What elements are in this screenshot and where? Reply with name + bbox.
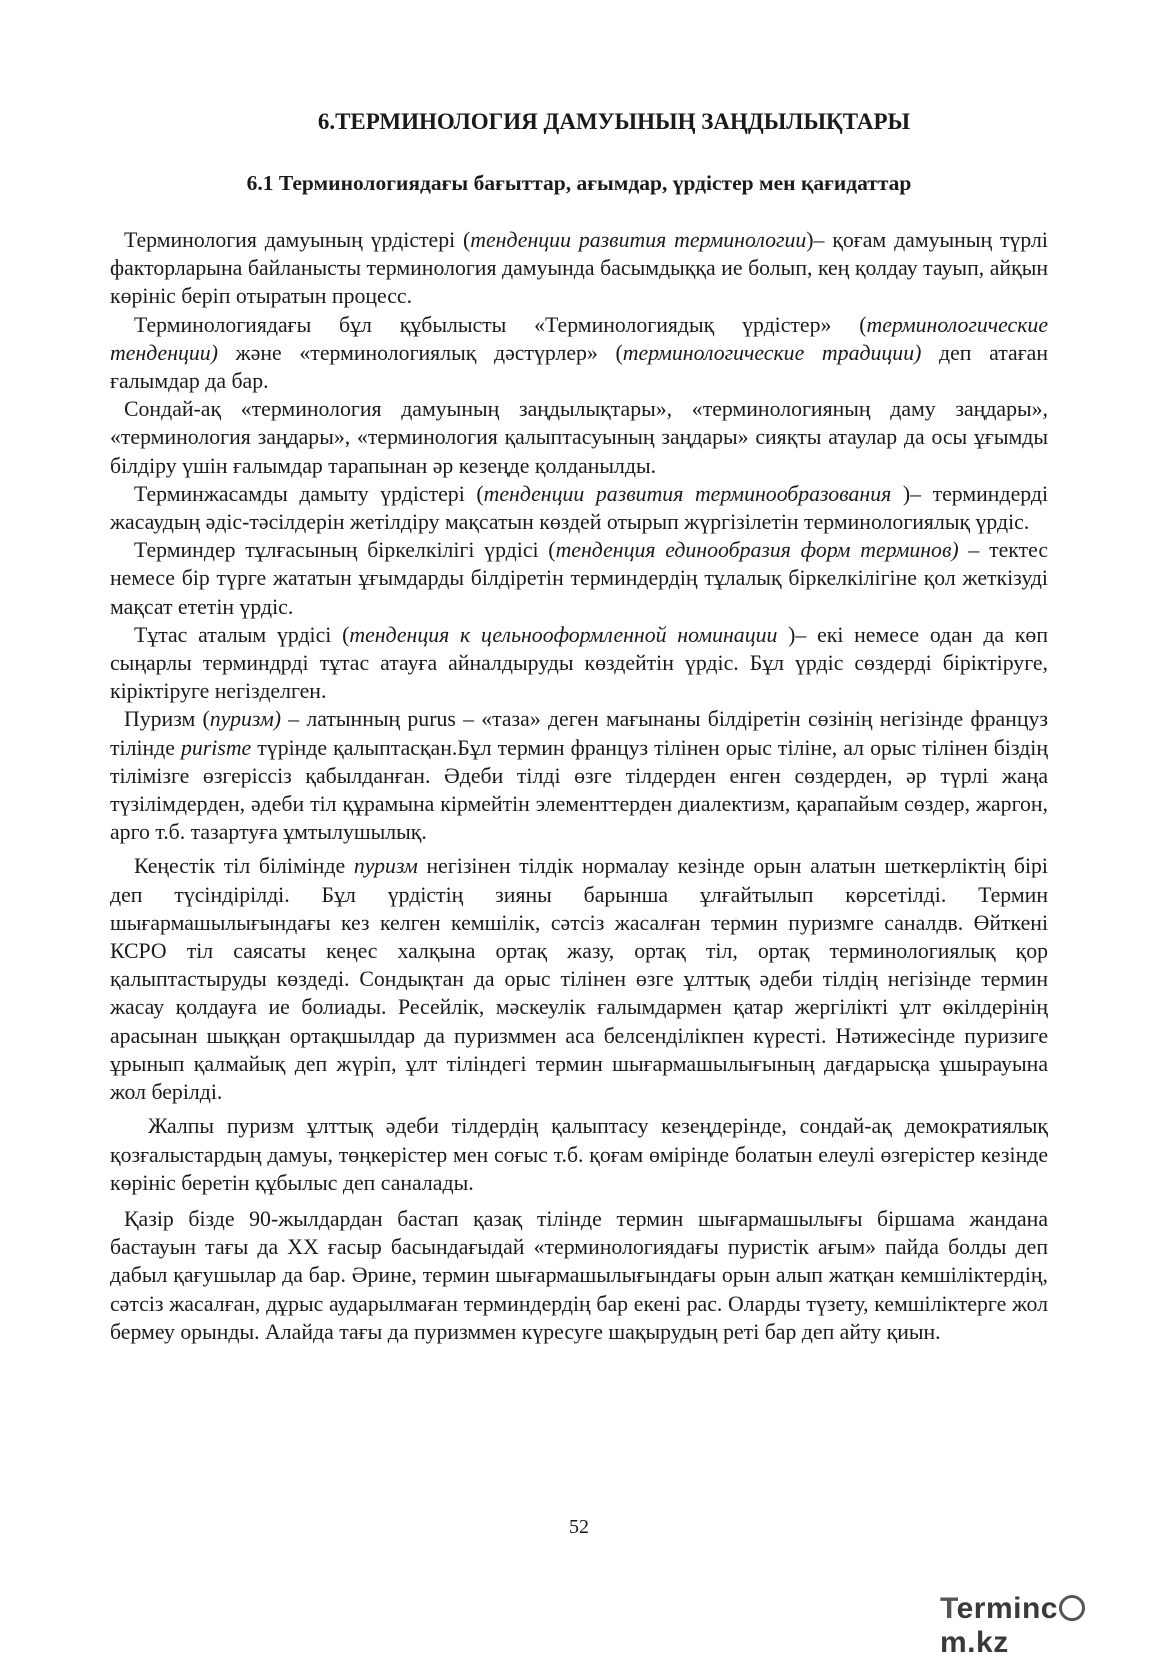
paragraph-9: Жалпы пуризм ұлттық әдеби тілдердің қалыптасу кезеңдерінде, сондай-ақ демократиялық қозғалыстардың дамуы, төңкерістер мен соғыс т.б. қоғам өмірінде болатын елеулі өзгерістер кезінде көрініс беретін құбылыс деп саналады.	[110, 1114, 1048, 1195]
paragraph-3: Сондай-ақ «терминология дамуының заңдылықтары», «терминологияның даму заңдары», «терминология заңдары», «терминология қалыптасуының заңдары» сияқты атаулар да осы ұғымды білдіру үшін ғалымдар тарапынан әр кезеңде қолданылды.	[110, 397, 1048, 478]
paragraph-7: Пуризм (пуризм) – латынның purus – «таза» деген мағынаны білдіретін сөзінің негізінде француз тілінде purisme түрінде қалыптасқан.Бұл термин француз тілінен орыс тіліне, ал орыс тілінен біздің тілімізге өзгеріссіз қабылданған. Әдеби тілді өзге тілдерден енген сөздерден, әр түрлі жаңа түзілімдерден, әдеби тіл құрамына кірмейтін элементтерден диалектизм, қарапайым сөздер, жаргон, арго т.б. тазартуға ұмтылушылық.	[110, 707, 1049, 845]
chapter-title: 6.ТЕРМИНОЛОГИЯ ДАМУЫНЫҢ ЗАҢДЫЛЫҚТАРЫ	[317, 109, 911, 134]
paragraph-8: Кеңестік тіл білімінде пуризм негізінен тілдік нормалау кезінде орын алатын шеткерліктің бірі деп түсіндірілді. Бұл үрдістің зияны барынша ұлғайтылып көрсетілді. Термин шығармашылығындағы кез келген кемшілік, сәтсіз жасалған термин пуризмге саналдв. Өйткені КСРО тіл саясаты кеңес халқына ортақ жазу, ортақ тіл, ортақ терминологиялық қор қалыптастыруды көздеді. Сондықтан да орыс тілінен өзге ұлттық әдеби тілдің негізінде термин жасау қолдауға ие болиады. Ресейлік, мәскеулік ғалымдармен қатар жергілікті ұлт өкілдерінің арасынан шыққан ортақшылдар да пуризммен аса белсенділікпен күресті. Нәтижесінде пуризиге ұрынып қалмайық деп жүріп, ұлт тіліндегі термин шығармашылығының дағдарысқа ұшырауына жол берілді.	[110, 854, 1048, 1105]
paragraph-2: Терминологиядағы бұл құбылысты «Терминологиядық үрдістер» (терминологические тенденции) және «терминологиялық дәстүрлер» (терминологические традиции) деп атаған ғалымдар да бар.	[110, 312, 1048, 394]
paragraph-5: Терминдер тұлғасының біркелкілігі үрдісі (тенденция единообразия форм терминов) – тектес немесе бір түрге жататын ұғымдарды білдіретін терминдердің тұлалық біркелкілігіне қол жеткізуді мақсат ететін үрдіс.	[110, 538, 1048, 619]
page-number: 52	[569, 1516, 589, 1538]
section-subtitle: 6.1 Терминологиядағы бағыттар, ағымдар, үрдістер мен қағидаттар	[246, 171, 912, 195]
body-text	[110, 226, 1048, 1346]
terminkom-watermark-logo: Termincm.kz	[940, 1592, 1140, 1632]
paragraph-1: Терминология дамуының үрдістері (тенденции развития терминологии)– қоғам дамуының түрлі факторларына байланысты терминология дамуында басымдыққа ие болып, кең қолдау тауып, айқын көрініс беріп отыратын процесс.	[110, 228, 1048, 309]
paragraph-4: Терминжасамды дамыту үрдістері (тенденции развития терминообразования )– терминдерді жасаудың әдіс-тәсілдерін жетілдіру мақсатын көздей отырып жүргізілетін терминологиялық үрдіс.	[110, 481, 1048, 535]
paragraph-6: Тұтас аталым үрдісі (тенденция к цельнооформленной номинации )– екі немесе одан да көп сыңарлы терминдрді тұтас атауға айналдыруды көздейтін үрдіс. Бұл үрдіс сөздерді біріктіруге, кіріктіруге негізделген.	[110, 622, 1048, 704]
magnifier-o-icon	[1059, 1595, 1085, 1621]
paragraph-10: Қазір бізде 90-жылдардан бастап қазақ тілінде термин шығармашылығы біршама жандана бастауын тағы да ХХ ғасыр басындағыдай «терминологиядағы пуристік ағым» пайда болды деп дабыл қағушылар да бар. Әрине, термин шығармашылығындағы орын алып жатқан кемшіліктердің, сәтсіз жасалған, дұрыс аударылмаған терминдердің бар екені рас. Оларды түзету, кемшіліктерге жол бермеу орынды. Алайда тағы да пуризммен күресуге шақырудың реті бар деп айту қиын.	[110, 1206, 1048, 1344]
